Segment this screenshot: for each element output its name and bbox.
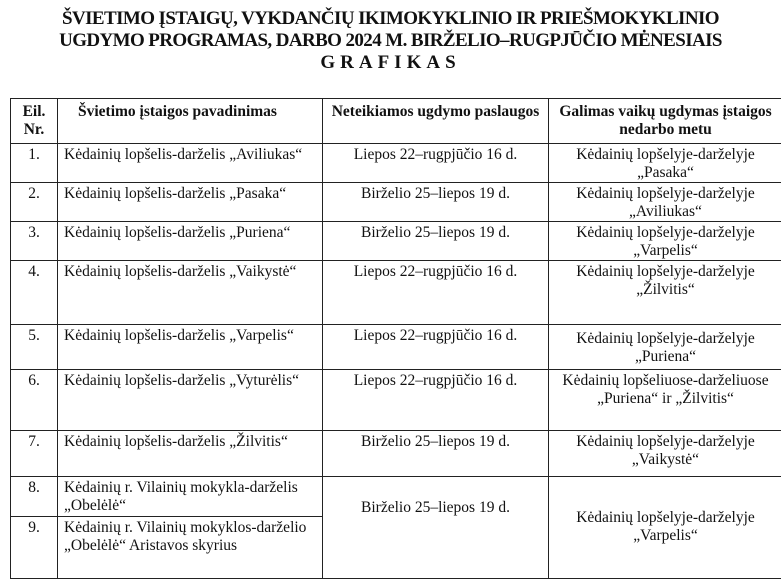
header-name: Švietimo įstaigos pavadinimas (58, 99, 323, 144)
row-name: Kėdainių r. Vilainių mokyklos-darželio „Obelėlė“ Aristavos skyrius (58, 517, 323, 579)
table-row (11, 183, 781, 222)
schedule-table (10, 98, 781, 579)
row-period: Birželio 25–liepos 19 d. (323, 431, 549, 477)
row-period: Liepos 22–rugpjūčio 16 d. (323, 144, 549, 183)
row-nr: 9. (11, 517, 58, 579)
table-row (11, 431, 781, 477)
table-row (11, 370, 781, 431)
row-nr: 4. (11, 261, 58, 325)
row-name: Kėdainių lopšelis-darželis „Pasaka“ (58, 183, 323, 222)
table-row (11, 144, 781, 183)
table-row (11, 477, 781, 517)
row-nr: 7. (11, 431, 58, 477)
header-nr: Eil. Nr. (11, 99, 58, 144)
row-name: Kėdainių lopšelis-darželis „Žilvitis“ (58, 431, 323, 477)
row-nr: 5. (11, 325, 58, 370)
row-name: Kėdainių lopšelis-darželis „Vyturėlis“ (58, 370, 323, 431)
row-name: Kėdainių lopšelis-darželis „Vaikystė“ (58, 261, 323, 325)
table-row (11, 222, 781, 261)
row-period: Liepos 22–rugpjūčio 16 d. (323, 261, 549, 325)
row-alt: Kėdainių lopšelyje-darželyje „Puriena“ (549, 325, 781, 370)
row-nr: 6. (11, 370, 58, 431)
table-row (11, 261, 781, 325)
row-alt: Kėdainių lopšelyje-darželyje „Aviliukas“ (549, 183, 781, 222)
title-line-1: ŠVIETIMO ĮSTAIGŲ, VYKDANČIŲ IKIMOKYKLINIO IR PRIEŠMOKYKLINIO (0, 8, 781, 30)
row-period: Liepos 22–rugpjūčio 16 d. (323, 325, 549, 370)
row-period: Liepos 22–rugpjūčio 16 d. (323, 370, 549, 431)
header-period: Neteikiamos ugdymo paslaugos (323, 99, 549, 144)
title-line-2: UGDYMO PROGRAMAS, DARBO 2024 M. BIRŽELIO–RUGPJŪČIO MĖNESIAIS (0, 30, 781, 52)
table-row (11, 325, 781, 370)
table-header-row (11, 99, 781, 144)
row-alt: Kėdainių lopšeliuose-darželiuose „Puriena“ ir „Žilvitis“ (549, 370, 781, 431)
row-nr: 2. (11, 183, 58, 222)
title-line-3: GRAFIKAS (0, 52, 781, 74)
row-nr: 3. (11, 222, 58, 261)
row-name: Kėdainių r. Vilainių mokykla-darželis „Obelėlė“ (58, 477, 323, 517)
row-alt: Kėdainių lopšelyje-darželyje „Varpelis“ (549, 222, 781, 261)
row-alt: Kėdainių lopšelyje-darželyje „Žilvitis“ (549, 261, 781, 325)
row-period: Birželio 25–liepos 19 d. (323, 477, 549, 579)
row-period: Birželio 25–liepos 19 d. (323, 183, 549, 222)
header-alt: Galimas vaikų ugdymas įstaigos nedarbo metu (549, 99, 781, 144)
row-nr: 1. (11, 144, 58, 183)
document-title (0, 8, 781, 74)
row-alt: Kėdainių lopšelyje-darželyje „Vaikystė“ (549, 431, 781, 477)
row-name: Kėdainių lopšelis-darželis „Puriena“ (58, 222, 323, 261)
row-nr: 8. (11, 477, 58, 517)
row-alt: Kėdainių lopšelyje-darželyje „Pasaka“ (549, 144, 781, 183)
row-name: Kėdainių lopšelis-darželis „Varpelis“ (58, 325, 323, 370)
row-period: Birželio 25–liepos 19 d. (323, 222, 549, 261)
row-name: Kėdainių lopšelis-darželis „Aviliukas“ (58, 144, 323, 183)
row-alt: Kėdainių lopšelyje-darželyje „Varpelis“ (549, 477, 781, 579)
